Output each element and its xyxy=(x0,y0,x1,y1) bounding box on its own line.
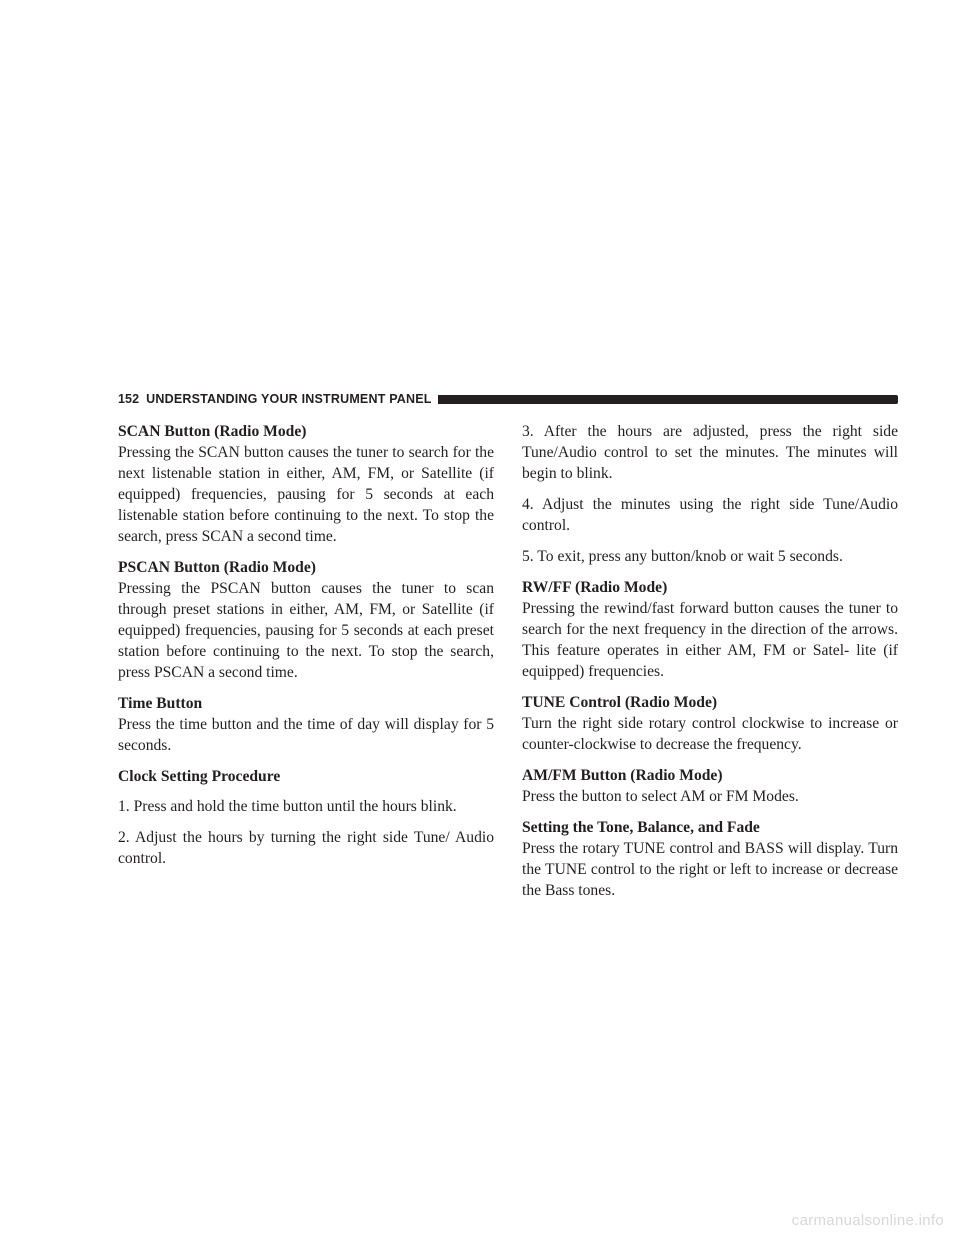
scan-button-section xyxy=(118,421,494,547)
header-rule xyxy=(438,395,898,404)
right-column xyxy=(522,421,898,911)
paragraph: Pressing the rewind/fast forward button causes the tuner to search for the next frequency in the direction of the arrows. This feature operates in either AM, FM or Satel- lite (if equipped) frequencies. xyxy=(522,600,898,680)
am-fm-button-section xyxy=(522,765,898,807)
page-number: 152 xyxy=(118,392,140,406)
step-item: 3. After the hours are adjusted, press the right side Tune/Audio control to set the minutes. The minutes will begin to blink. xyxy=(522,423,898,482)
step-item: 5. To exit, press any button/knob or wait 5 seconds. xyxy=(522,548,843,565)
section-heading: Clock Setting Procedure xyxy=(118,768,281,785)
section-heading: Setting the Tone, Balance, and Fade xyxy=(522,819,760,836)
section-heading: PSCAN Button (Radio Mode) xyxy=(118,559,316,576)
rw-ff-section xyxy=(522,577,898,682)
page-header xyxy=(118,391,898,407)
tune-control-section xyxy=(522,692,898,755)
left-column xyxy=(118,421,494,879)
time-button-section xyxy=(118,693,494,756)
paragraph: Press the button to select AM or FM Modes. xyxy=(522,788,799,805)
section-heading: TUNE Control (Radio Mode) xyxy=(522,694,718,711)
step-item: 2. Adjust the hours by turning the right side Tune/ Audio control. xyxy=(118,829,494,867)
step-item: 1. Press and hold the time button until the hours blink. xyxy=(118,798,457,815)
watermark: carmanualsonline.info xyxy=(791,1212,944,1229)
paragraph: Turn the right side rotary control clockwise to increase or counter-clockwise to decrease the frequency. xyxy=(522,715,898,753)
paragraph: Pressing the PSCAN button causes the tuner to scan through preset stations in either, AM, FM, or Satellite (if equipped) frequencies, pausing for 5 seconds at each preset station before continuing to the next. To stop the search, press PSCAN a second time. xyxy=(118,580,494,681)
step-item: 4. Adjust the minutes using the right side Tune/Audio control. xyxy=(522,496,898,534)
paragraph: Pressing the SCAN button causes the tuner to search for the next listenable station in either, AM, FM, or Satellite (if equipped) frequencies, pausing for 5 seconds at each listenable station before continuing to the next. To stop the search, press SCAN a second time. xyxy=(118,444,494,545)
tone-balance-fade-section xyxy=(522,817,898,901)
paragraph: Press the time button and the time of day will display for 5 seconds. xyxy=(118,716,494,754)
section-heading: AM/FM Button (Radio Mode) xyxy=(522,767,723,784)
section-heading: RW/FF (Radio Mode) xyxy=(522,579,668,596)
section-title: UNDERSTANDING YOUR INSTRUMENT PANEL xyxy=(146,392,432,406)
section-heading: Time Button xyxy=(118,695,203,712)
clock-setting-section xyxy=(118,766,494,869)
section-heading: SCAN Button (Radio Mode) xyxy=(118,423,307,440)
pscan-button-section xyxy=(118,557,494,683)
paragraph: Press the rotary TUNE control and BASS will display. Turn the TUNE control to the right or left to increase or decrease the Bass tones. xyxy=(522,840,898,899)
